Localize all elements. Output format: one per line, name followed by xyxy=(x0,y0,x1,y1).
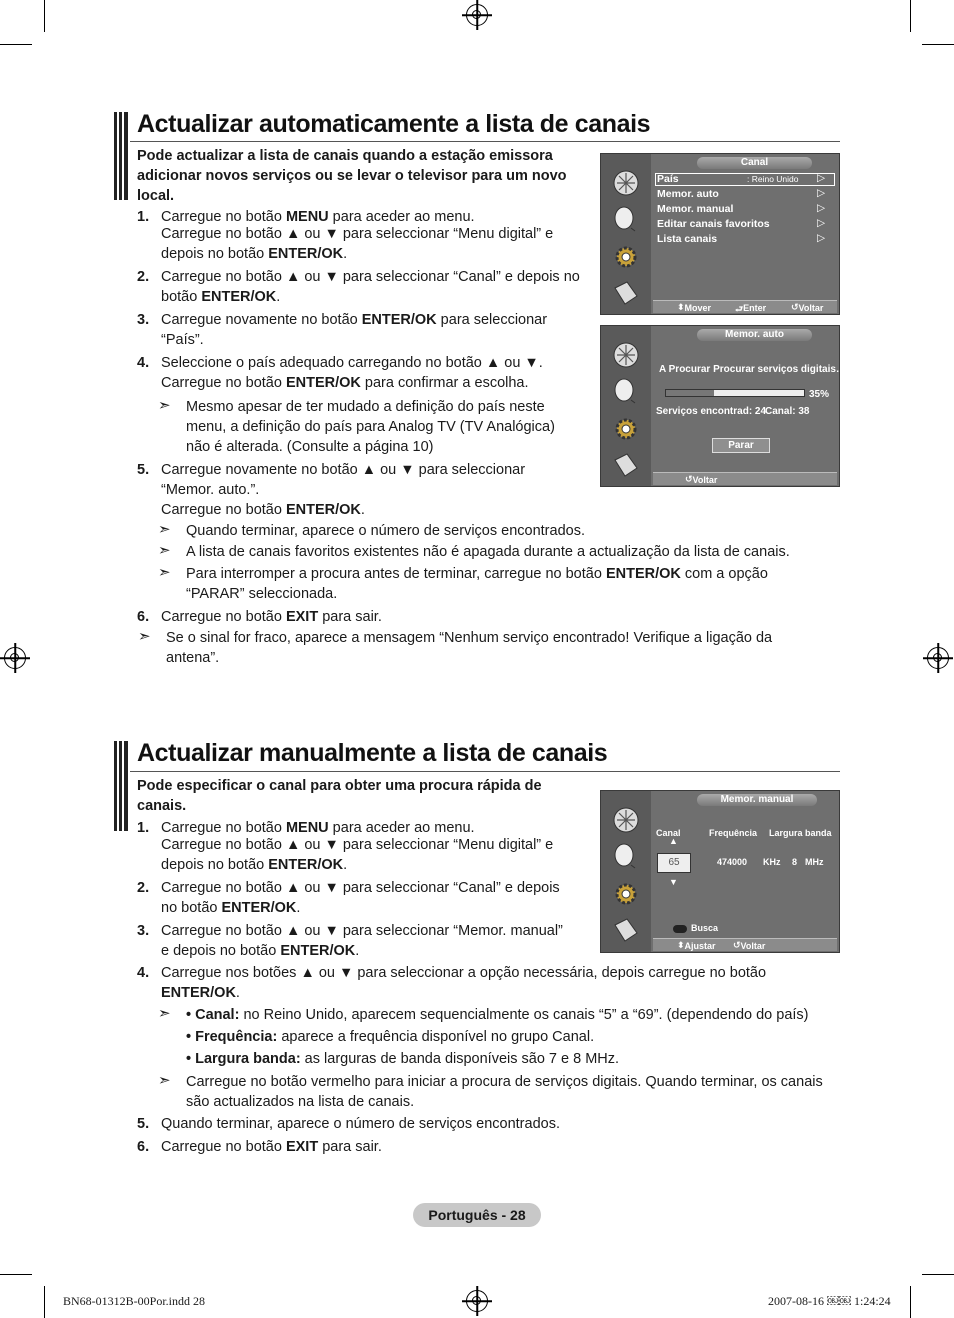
section1-rule xyxy=(130,141,840,142)
osd-menu-item-label: Editar canais favoritos xyxy=(657,218,770,230)
osd-title: Memor. auto xyxy=(697,329,812,341)
settings-menu-icon xyxy=(609,879,643,909)
step-line: Quando terminar, aparece o número de serviços encontrados. xyxy=(161,1116,560,1132)
registration-mark-icon xyxy=(466,1290,488,1312)
step-line: Carregue no botão ▲ ou ▼ para seleccionar “Menu digital” e xyxy=(161,226,554,242)
osd-auto-store xyxy=(600,325,846,487)
step-number: 1. xyxy=(137,209,150,225)
chevron-right-icon: ▷ xyxy=(817,172,826,184)
osd-col-canal: Canal xyxy=(656,828,681,838)
step-line: Carregue no botão ▲ ou ▼ para seleccionar “Canal” e depois xyxy=(161,880,560,896)
input-menu-icon xyxy=(609,278,643,308)
step-line: Carregue novamente no botão ▲ ou ▼ para seleccionar xyxy=(161,462,526,478)
section2-title: Actualizar manualmente a lista de canais xyxy=(137,739,608,767)
step-line: depois no botão ENTER/OK. xyxy=(161,246,348,262)
osd-stop-button[interactable]: Parar xyxy=(712,438,770,453)
settings-menu-icon xyxy=(609,242,643,272)
step-line: ENTER/OK. xyxy=(161,985,240,1001)
note-arrow-icon: ➣ xyxy=(158,397,171,414)
osd-bandwidth-value: 8 xyxy=(792,857,798,867)
step-number: 2. xyxy=(137,269,150,285)
picture-menu-icon xyxy=(609,340,643,370)
step-number: 5. xyxy=(137,1116,150,1132)
step-number: 3. xyxy=(137,923,150,939)
osd-menu-item-label: Lista canais xyxy=(657,233,718,245)
osd-sidebar xyxy=(601,326,651,486)
step-line: e depois no botão ENTER/OK. xyxy=(161,943,360,959)
osd-search-label: Busca xyxy=(691,923,719,933)
osd-menu-item-value: : Reino Unido xyxy=(747,174,799,184)
step-line: Carregue no botão ▲ ou ▼ para seleccionar “Canal” e depois no xyxy=(161,269,580,285)
crop-mark xyxy=(922,1274,954,1275)
registration-mark-icon xyxy=(4,647,26,669)
osd-footer: ⬍ Mover ⮐ Enter ↺ Voltar xyxy=(653,300,837,313)
step-line: Carregue no botão ENTER/OK para confirmar a escolha. xyxy=(161,375,529,391)
crop-mark xyxy=(0,44,32,45)
registration-mark-icon xyxy=(927,647,949,669)
note-arrow-icon: ➣ xyxy=(158,521,171,538)
step-line: Carregue no botão ▲ ou ▼ para seleccionar “Menu digital” e xyxy=(161,837,554,853)
footer-file-info: BN68-01312B-00Por.indd 28 xyxy=(63,1294,206,1308)
step-line: botão ENTER/OK. xyxy=(161,289,281,305)
osd-manual-store xyxy=(600,790,840,953)
osd-freq-value: 474000 xyxy=(717,857,748,867)
step-number: 5. xyxy=(137,462,150,478)
step-line: Carregue no botão EXIT para sair. xyxy=(161,1139,382,1155)
step-line: Carregue no botão MENU para aceder ao menu. xyxy=(161,820,475,836)
osd-menu-item[interactable] xyxy=(657,217,833,231)
osd-channel-input[interactable]: 65 xyxy=(657,853,691,873)
step-number: 4. xyxy=(137,965,150,981)
step-line: Carregue novamente no botão ENTER/OK para seleccionar xyxy=(161,312,548,328)
step-line: no botão ENTER/OK. xyxy=(161,900,301,916)
sound-menu-icon xyxy=(609,204,643,234)
section2-rule xyxy=(130,771,840,772)
osd-title: Canal xyxy=(697,157,812,169)
section-bar xyxy=(114,112,128,200)
chevron-right-icon: ▷ xyxy=(817,202,826,214)
note-arrow-icon: ➣ xyxy=(158,564,171,581)
osd-menu-item[interactable] xyxy=(657,187,833,201)
osd-up-arrow-icon[interactable]: ▲ xyxy=(669,836,678,846)
footer-timestamp: 2007-08-16 ￼￼ 1:24:24 xyxy=(768,1294,891,1308)
osd-menu-item-label: País xyxy=(657,173,679,185)
osd-menu-item[interactable] xyxy=(657,172,833,186)
crop-mark xyxy=(910,0,911,32)
step-line: Seleccione o país adequado carregando no botão ▲ ou ▼. xyxy=(161,355,543,371)
registration-mark-icon xyxy=(466,4,488,26)
sound-menu-icon xyxy=(609,841,643,871)
section2-intro: Pode especificar o canal para obter uma procura rápida de canais. xyxy=(137,778,542,814)
step-number: 2. xyxy=(137,880,150,896)
step-line: Carregue no botão ENTER/OK. xyxy=(161,502,365,518)
note-arrow-icon: ➣ xyxy=(138,628,151,645)
red-button-icon xyxy=(673,925,687,933)
osd-sidebar xyxy=(601,154,651,314)
osd-menu-item[interactable] xyxy=(657,202,833,216)
osd-footer: ⬍ Ajustar ↺ Voltar xyxy=(653,938,837,951)
osd-menu-item[interactable] xyxy=(657,232,833,246)
osd-searching-text: A Procurar Procurar serviços digitais… xyxy=(659,364,846,375)
osd-bandwidth-unit: MHz xyxy=(805,857,824,867)
section-bar xyxy=(114,741,128,831)
step-line: Carregue no botão MENU para aceder ao menu. xyxy=(161,209,475,225)
note-arrow-icon: ➣ xyxy=(158,1072,171,1089)
osd-sidebar xyxy=(601,791,651,952)
step-line: “País”. xyxy=(161,332,204,348)
step-line: Carregue no botão EXIT para sair. xyxy=(161,609,382,625)
section1-title: Actualizar automaticamente a lista de canais xyxy=(137,110,651,138)
chevron-right-icon: ▷ xyxy=(817,217,826,229)
section1-intro: Pode actualizar a lista de canais quando a estação emissora adicionar novos serviços ou se levar o televisor para um novo local. xyxy=(137,148,567,204)
step-number: 1. xyxy=(137,820,150,836)
crop-mark xyxy=(922,44,954,45)
osd-menu-item-label: Memor. manual xyxy=(657,203,734,215)
osd-freq-unit: KHz xyxy=(763,857,781,867)
note-arrow-icon: ➣ xyxy=(158,542,171,559)
osd-menu-item-label: Memor. auto xyxy=(657,188,719,200)
step-line: “Memor. auto.”. xyxy=(161,482,260,498)
sound-menu-icon xyxy=(609,376,643,406)
step-line: Carregue nos botões ▲ ou ▼ para seleccionar a opção necessária, depois carregue no botão xyxy=(161,965,767,981)
crop-mark xyxy=(44,1286,45,1318)
picture-menu-icon xyxy=(609,805,643,835)
chevron-right-icon: ▷ xyxy=(817,232,826,244)
page-number: Português - 28 xyxy=(413,1203,541,1227)
osd-progress-bar xyxy=(665,389,805,397)
crop-mark xyxy=(0,1274,32,1275)
crop-mark xyxy=(44,0,45,32)
osd-channel-count: Canal: 38 xyxy=(765,406,810,417)
osd-canal-menu xyxy=(600,153,840,315)
step-number: 6. xyxy=(137,609,150,625)
osd-title: Memor. manual xyxy=(697,794,817,806)
osd-down-arrow-icon[interactable]: ▼ xyxy=(669,877,678,887)
step-number: 6. xyxy=(137,1139,150,1155)
osd-services-found: Serviços encontrad: 24 xyxy=(656,406,767,417)
input-menu-icon xyxy=(609,915,643,945)
step-number: 4. xyxy=(137,355,150,371)
step-number: 3. xyxy=(137,312,150,328)
input-menu-icon xyxy=(609,450,643,480)
chevron-right-icon: ▷ xyxy=(817,187,826,199)
note-arrow-icon: ➣ xyxy=(158,1005,171,1022)
osd-col-freq: Frequência xyxy=(709,828,758,838)
step-line: depois no botão ENTER/OK. xyxy=(161,857,348,873)
step-line: Carregue no botão ▲ ou ▼ para seleccionar “Memor. manual” xyxy=(161,923,563,939)
crop-mark xyxy=(910,1286,911,1318)
osd-progress-fill xyxy=(666,390,714,396)
settings-menu-icon xyxy=(609,414,643,444)
osd-progress-label: 35% xyxy=(809,389,830,400)
osd-footer: ↺ Voltar xyxy=(653,472,837,485)
osd-col-bandwidth: Largura banda xyxy=(769,828,832,838)
picture-menu-icon xyxy=(609,168,643,198)
